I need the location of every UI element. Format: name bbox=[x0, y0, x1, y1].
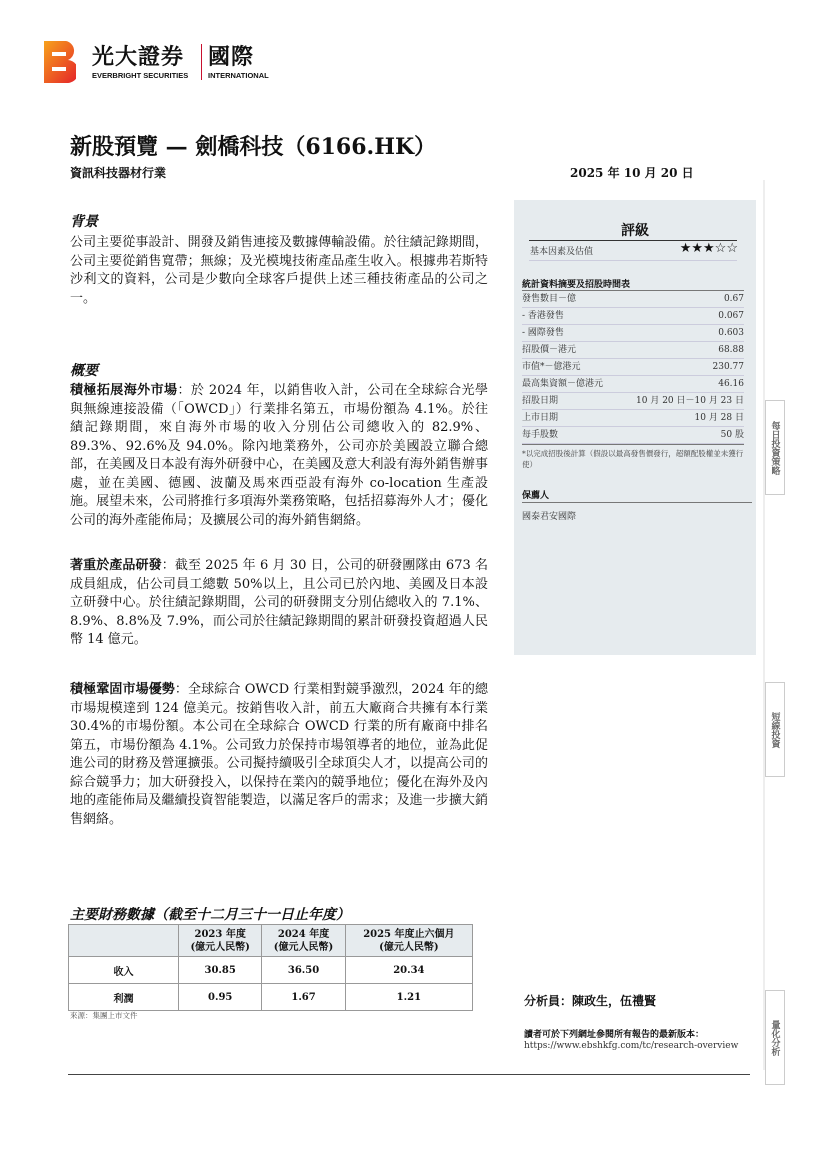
side-tab-short-term[interactable]: 短線投資 bbox=[765, 682, 785, 777]
stats-value: 50 股 bbox=[720, 430, 744, 440]
table-row: 利潤 0.95 1.67 1.21 bbox=[69, 984, 473, 1011]
financials-source: 來源：集團上市文件 bbox=[70, 1011, 138, 1020]
stats-key: 發售數目－億 bbox=[522, 294, 577, 304]
header-blank bbox=[69, 925, 179, 957]
stats-value: 0.067 bbox=[718, 311, 744, 321]
rating-stars: ★★★☆☆ bbox=[679, 241, 738, 256]
overview-heading: 概要 bbox=[70, 363, 98, 379]
stats-value: 230.77 bbox=[712, 362, 744, 372]
stats-row bbox=[522, 427, 744, 444]
everbright-logo-icon bbox=[44, 41, 76, 83]
para-title: 著重於產品研發 bbox=[70, 558, 162, 573]
stats-value: 68.88 bbox=[718, 345, 744, 355]
stats-title: 統計資料摘要及招股時間表 bbox=[522, 280, 631, 290]
stats-row bbox=[522, 325, 744, 342]
stats-key: 招股日期 bbox=[522, 396, 559, 406]
logo-cn: 光大證券 bbox=[92, 45, 185, 70]
stats-key: - 國際發售 bbox=[522, 328, 564, 338]
para-body: ：於 2024 年，以銷售收入計，公司在全球綜合光學與無線連接設備（「OWCD」）行業排名第五，市場份額為 4.1%。於往績記錄期間，來自海外市場的收入分別佔公司總收入的 82.9%、89.3%、92.6%及 94.0%。除內地業務外，公司亦於美國設立聯合總部，在美國及日本設有海外研發中心，在美國及意大利設有海外銷售辦事處，並在美國、德國、波蘭及馬來西亞設有海外 co-location 生產設施。展望未來，公司將推行多項海外業務策略，包括招募海外人才；優化公司的海外產能佈局；及擴展公司的海外銷售網絡。 bbox=[70, 383, 488, 528]
stats-value: 10 月 28 日 bbox=[694, 413, 744, 423]
stats-value: 0.67 bbox=[723, 294, 744, 304]
stats-row bbox=[522, 393, 744, 410]
readers-label: 讀者可於下列網址參閱所有報告的最新版本： bbox=[524, 1030, 705, 1040]
readers-url[interactable]: https://www.ebshkfg.com/tc/research-overview bbox=[524, 1041, 739, 1051]
stats-key: 招股價－港元 bbox=[522, 345, 577, 355]
stats-row bbox=[522, 376, 744, 393]
financials-table bbox=[68, 924, 473, 1011]
sponsor-title: 保薦人 bbox=[522, 491, 550, 501]
stats-value: 0.603 bbox=[718, 328, 744, 338]
rating-label: 基本因素及估值 bbox=[530, 247, 594, 257]
background-text: 公司主要從事設計、開發及銷售連接及數據傳輸設備。於往績記錄期間，公司主要從銷售寬帶；無線；及光模塊技術產品產生收入。根據弗若斯特沙利文的資料，公司是少數向全球客戶提供上述三種技術產品的公司之一。 bbox=[70, 235, 488, 306]
stats-row bbox=[522, 291, 744, 308]
industry: 資訊科技器材行業 bbox=[70, 166, 167, 180]
header-col: 2025 年度止六個月 (億元人民幣) bbox=[345, 925, 472, 957]
stats-row bbox=[522, 342, 744, 359]
para-title: 積極鞏固市場優勢 bbox=[70, 682, 175, 697]
logo-en: EVERBRIGHT SECURITIES bbox=[92, 71, 189, 80]
para-body: ：截至 2025 年 6 月 30 日，公司的研發團隊由 673 名成員組成，佔公司員工總數 50%以上，且公司已於內地、美國及日本設立研發中心。於往績記錄期間，公司的研發開支分別佔總收入的 7.1%、8.9%、8.8%及 7.9%，而公司於往績記錄期間的累計研發投資超過人民幣 14 億元。 bbox=[70, 558, 488, 647]
stats-row bbox=[522, 308, 744, 325]
stats-key: 每手股數 bbox=[522, 430, 559, 440]
header-col: 2024 年度 (億元人民幣) bbox=[262, 925, 345, 957]
background-heading: 背景 bbox=[70, 214, 98, 230]
side-tab-daily-strategy[interactable]: 每日投資策略 bbox=[765, 400, 785, 495]
side-tab-quant[interactable]: 量化分析 bbox=[765, 990, 785, 1085]
financials-title: 主要財務數據（截至十二月三十一日止年度） bbox=[70, 907, 350, 923]
stats-value: 46.16 bbox=[718, 379, 744, 389]
analyst: 分析員：陳政生，伍禮賢 bbox=[524, 994, 657, 1008]
stats-key: 上市日期 bbox=[522, 413, 559, 423]
para-body: ：全球綜合 OWCD 行業相對競爭激烈，2024 年的總市場規模達到 124 億美元。按銷售收入計，前五大廠商合共擁有本行業 30.4%的市場份額。本公司在全球綜合 OWCD 行業的所有廠商中排名第五，市場份額為 4.1%。公司致力於保持市場領導者的地位，並為此促進公司的財務及營運擴張。公司擬持續吸引全球頂尖人才，以提高公司的綜合競爭力；加大研發投入，以保持在業內的競爭地位；優化在海外及內地的產能佈局及繼續投資智能製造，以滿足客戶的需求；及進一步擴大銷售網絡。 bbox=[70, 682, 488, 827]
side-rail bbox=[763, 180, 765, 1070]
stats-row bbox=[522, 359, 744, 376]
footer-divider bbox=[68, 1074, 750, 1075]
stats-row bbox=[522, 410, 744, 427]
table-row: 收入 30.85 36.50 20.34 bbox=[69, 957, 473, 984]
rating-panel bbox=[514, 200, 756, 655]
logo-en2: INTERNATIONAL bbox=[208, 71, 269, 80]
para-title: 積極拓展海外市場 bbox=[70, 383, 178, 398]
stats-key: 市值*－億港元 bbox=[522, 362, 581, 372]
report-date: 2025 年 10 月 20 日 bbox=[570, 166, 694, 180]
stats-note: *以完成招股後計算（假設以最高發售價發行，超額配股權並未獲行使） bbox=[522, 449, 744, 469]
logo-divider bbox=[201, 44, 202, 80]
stats-key: - 香港發售 bbox=[522, 311, 564, 321]
header-col: 2023 年度 (億元人民幣) bbox=[179, 925, 262, 957]
stats-value: 10 月 20 日－10 月 23 日 bbox=[636, 396, 744, 406]
overview-para-2 bbox=[70, 557, 488, 650]
overview-para-1 bbox=[70, 382, 488, 530]
overview-para-3 bbox=[70, 681, 488, 829]
report-title: 新股預覽 — 劍橋科技（6166.HK） bbox=[70, 134, 437, 160]
logo-cn2: 國際 bbox=[208, 45, 255, 70]
sponsor-name: 國泰君安國際 bbox=[522, 512, 577, 522]
stats-key: 最高集資額－億港元 bbox=[522, 379, 604, 389]
rating-title: 評級 bbox=[621, 223, 649, 239]
